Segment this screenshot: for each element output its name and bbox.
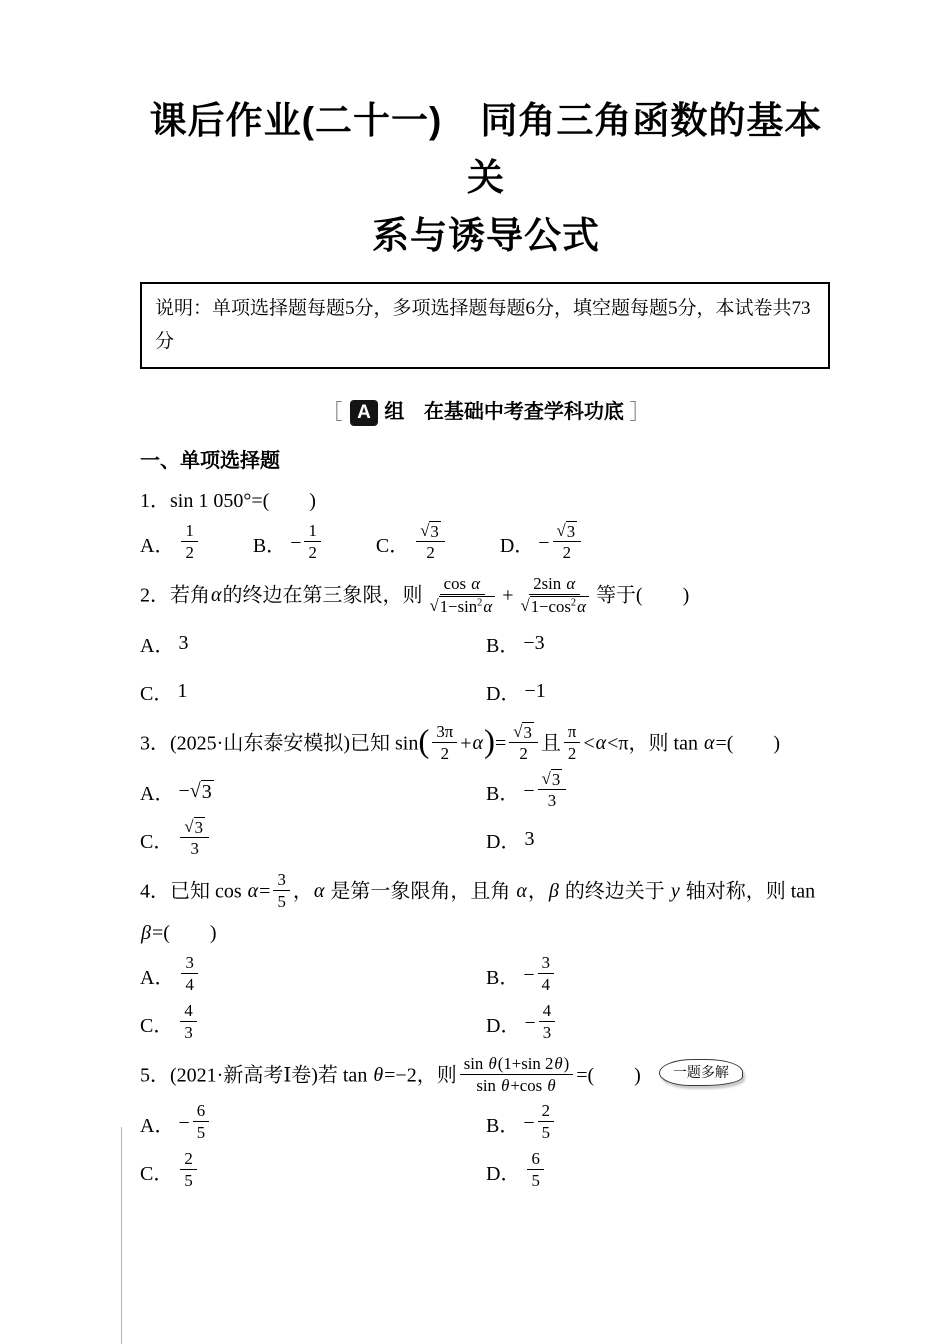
sqrt-radical bbox=[184, 817, 205, 837]
fraction bbox=[193, 1100, 209, 1144]
fraction bbox=[538, 1100, 554, 1144]
option-content: − $\frac{4}{3}$ bbox=[524, 1002, 558, 1046]
math-variable: α bbox=[483, 597, 493, 617]
question-1 bbox=[140, 483, 832, 567]
option-content: − √ 3 3 bbox=[523, 770, 569, 814]
sqrt-radical bbox=[520, 596, 588, 616]
options bbox=[140, 1101, 832, 1195]
option-label: B． bbox=[486, 635, 520, 658]
question-3 bbox=[140, 723, 832, 863]
radicand: 3 bbox=[551, 769, 561, 789]
question-5 bbox=[140, 1055, 832, 1195]
radical-sign: √ bbox=[184, 816, 194, 836]
fraction bbox=[181, 520, 197, 564]
fraction bbox=[181, 952, 197, 996]
fraction bbox=[527, 1148, 543, 1192]
fraction bbox=[516, 573, 592, 617]
fraction-numerator: 3π bbox=[432, 721, 457, 744]
fraction bbox=[553, 520, 582, 564]
option bbox=[486, 1001, 832, 1047]
option-content: − √ 3 bbox=[178, 779, 212, 803]
fraction-denominator: 2 bbox=[426, 543, 435, 563]
option bbox=[140, 521, 201, 567]
fraction-denominator bbox=[516, 595, 592, 617]
part-header: 一、单项选择题 bbox=[140, 449, 280, 472]
fraction-numerator: 1 bbox=[181, 520, 197, 543]
question-stem: 3．(2025·山东泰安模拟)已知 sin( $\frac{3\pi}{2}$ +α)= √ 3 2 且 $\frac{\pi}{2}$ <α<π，则 tan α=( ) bbox=[140, 721, 781, 764]
option bbox=[500, 521, 584, 567]
instructions-text: 说明：单项选择题每题5分，多项选择题每题6分，填空题每题5分，本试卷共73分 bbox=[155, 298, 811, 353]
option bbox=[253, 521, 324, 567]
fraction-denominator: 2 bbox=[185, 543, 194, 563]
sqrt-radical bbox=[557, 521, 578, 541]
fraction bbox=[539, 1000, 555, 1044]
options bbox=[140, 621, 832, 715]
fraction-denominator: 5 bbox=[531, 1171, 540, 1191]
option-content bbox=[178, 522, 200, 566]
sqrt-radical bbox=[190, 780, 214, 804]
option bbox=[486, 669, 832, 715]
fraction-denominator: 3 bbox=[547, 791, 557, 811]
option-label: D． bbox=[486, 1163, 521, 1186]
question-stem: 1．sin 1 050°=( ) bbox=[140, 489, 316, 512]
fraction bbox=[538, 952, 554, 996]
question-stem: 4．已知 cos α= $\frac{3}{5}$ ，α 是第一象限角，且角 α，β 的终边关于 y 轴对称，则 tan β=( ) bbox=[140, 869, 816, 944]
option-content bbox=[524, 1150, 546, 1194]
fraction bbox=[538, 768, 567, 812]
option bbox=[486, 1149, 832, 1195]
math-variable: y bbox=[670, 880, 680, 903]
right-bracket: ］ bbox=[629, 400, 651, 424]
fraction-denominator: 2 bbox=[567, 744, 577, 764]
math-variable: α bbox=[703, 732, 715, 755]
section-label: 在基础中考查学科功底 bbox=[423, 400, 624, 423]
option-label: A． bbox=[140, 783, 175, 806]
fraction-numerator bbox=[416, 520, 445, 543]
fraction-denominator: 4 bbox=[541, 975, 551, 995]
fraction-denominator: 3 bbox=[542, 1023, 552, 1043]
option bbox=[140, 1001, 486, 1047]
option-label: C． bbox=[140, 1015, 174, 1038]
option-content: 3 bbox=[524, 828, 535, 851]
option-content: − $\frac{3}{4}$ bbox=[523, 954, 557, 998]
fraction-denominator: 3 bbox=[184, 1023, 193, 1043]
fraction-numerator: 6 bbox=[527, 1148, 543, 1171]
option-content: − $\frac{2}{5}$ bbox=[523, 1102, 557, 1146]
option-label: A． bbox=[140, 635, 175, 658]
fraction-denominator: 5 bbox=[541, 1123, 551, 1143]
superscript: 2 bbox=[570, 597, 577, 609]
radical-sign: √ bbox=[556, 520, 566, 540]
fraction-numerator: 4 bbox=[539, 1000, 555, 1023]
option-content: −3 bbox=[523, 632, 545, 655]
radicand: $1-\sin^2\alpha$ bbox=[439, 596, 495, 616]
option bbox=[140, 669, 486, 715]
math-variable: α bbox=[247, 880, 259, 903]
radical-sign: √ bbox=[520, 596, 530, 616]
option bbox=[486, 769, 832, 815]
option-label: C． bbox=[140, 1163, 174, 1186]
fraction-numerator: sin θ(1+sin 2θ) bbox=[460, 1053, 574, 1076]
math-variable: θ bbox=[554, 1053, 563, 1073]
option-content: − $\frac{1}{2}$ bbox=[290, 522, 324, 566]
option bbox=[140, 621, 486, 667]
option-label: D． bbox=[486, 1015, 521, 1038]
fraction-denominator: 5 bbox=[184, 1171, 193, 1191]
radical-sign: √ bbox=[429, 596, 439, 616]
radical-sign: √ bbox=[513, 721, 523, 741]
math-variable: β bbox=[548, 880, 559, 903]
option bbox=[486, 621, 832, 667]
option-label: D． bbox=[486, 683, 521, 706]
fraction-numerator: 4 bbox=[180, 1000, 196, 1023]
question-2 bbox=[140, 575, 832, 715]
option bbox=[140, 953, 486, 999]
left-bracket: ［ bbox=[321, 400, 343, 424]
sqrt-radical bbox=[430, 596, 496, 616]
radical-sign: √ bbox=[541, 768, 551, 788]
sqrt-radical bbox=[513, 722, 534, 742]
multi-solution-badge: 一题多解 bbox=[659, 1059, 743, 1086]
math-variable: θ bbox=[501, 1076, 510, 1096]
fraction bbox=[460, 1053, 574, 1097]
question-stem: 2．若角α的终边在第三象限，则 cos α √ $1-\sin^2\alpha$ + 2sin α √ $1-\cos^2\alpha$ 等于( ) bbox=[140, 573, 690, 617]
fraction bbox=[180, 1000, 196, 1044]
radical-sign: √ bbox=[420, 520, 430, 540]
page-title-line1: 课后作业(二十一) 同角三角函数的基本关 bbox=[149, 100, 823, 199]
option-label: B． bbox=[486, 967, 520, 990]
fraction-numerator: π bbox=[564, 721, 580, 744]
fraction-numerator: 1 bbox=[304, 520, 320, 543]
big-paren: ( bbox=[418, 723, 430, 760]
option-label: A． bbox=[140, 1115, 175, 1138]
radicand: 3 bbox=[523, 722, 532, 742]
option-label: A． bbox=[140, 535, 175, 558]
math-variable: α bbox=[516, 880, 527, 903]
fraction bbox=[564, 721, 580, 765]
option bbox=[376, 521, 448, 567]
instructions-box bbox=[140, 282, 830, 369]
math-variable: α bbox=[211, 584, 222, 607]
fraction-numerator: 3 bbox=[273, 869, 289, 892]
questions bbox=[140, 483, 832, 1195]
math-variable: α bbox=[472, 732, 483, 755]
math-variable: α bbox=[313, 880, 325, 903]
fraction-denominator: 5 bbox=[277, 892, 286, 912]
fraction-numerator: 2sin α bbox=[529, 573, 580, 596]
page-edge-line bbox=[121, 1127, 122, 1344]
option bbox=[140, 817, 486, 863]
fraction bbox=[426, 573, 500, 617]
section-header bbox=[140, 395, 832, 426]
option-content: 3 bbox=[178, 632, 189, 655]
math-variable: α bbox=[566, 573, 576, 593]
option-label: A． bbox=[140, 967, 175, 990]
fraction-numerator bbox=[538, 768, 567, 791]
fraction-numerator: 2 bbox=[538, 1100, 554, 1123]
option-label: B． bbox=[252, 535, 287, 558]
option-label: B． bbox=[486, 783, 520, 806]
option-content: 1 bbox=[177, 680, 188, 703]
option-content: −1 bbox=[524, 680, 546, 703]
math-variable: α bbox=[577, 597, 586, 617]
fraction-denominator: 3 bbox=[190, 839, 199, 859]
option-label: C． bbox=[140, 831, 174, 854]
option-label: D． bbox=[499, 535, 535, 558]
fraction-denominator: 5 bbox=[196, 1123, 206, 1143]
fraction-denominator: sin θ+cos θ bbox=[476, 1076, 556, 1096]
radicand: 3 bbox=[430, 521, 439, 541]
options bbox=[140, 521, 832, 567]
radicand: 3 bbox=[194, 817, 203, 837]
radicand: $1-\cos^2\alpha$ bbox=[530, 596, 589, 616]
group-a-badge: A bbox=[350, 400, 378, 426]
sqrt-radical bbox=[420, 521, 441, 541]
option-content bbox=[177, 1150, 199, 1194]
math-variable: θ bbox=[488, 1053, 497, 1073]
option bbox=[140, 1101, 486, 1147]
fraction-numerator bbox=[180, 816, 209, 839]
fraction-numerator: cos α bbox=[440, 573, 485, 596]
group-suffix: 组 bbox=[384, 400, 405, 423]
math-variable: θ bbox=[373, 1064, 384, 1087]
question-4 bbox=[140, 871, 832, 1047]
fraction bbox=[416, 520, 445, 564]
fraction-denominator bbox=[426, 595, 500, 617]
question-stem: 5．(2021·新高考Ⅰ卷)若 tan θ=−2，则 $\frac{\text{sin θ(1+sin 2θ)}}{\text{sin θ+cos θ}}$ =( ) 一题多解 bbox=[140, 1055, 832, 1099]
option-content bbox=[177, 818, 212, 862]
fraction bbox=[432, 721, 457, 765]
option-content bbox=[177, 1002, 199, 1046]
fraction-denominator: 2 bbox=[562, 543, 572, 563]
radicand: 3 bbox=[201, 780, 212, 803]
fraction-numerator: 3 bbox=[181, 952, 197, 975]
fraction-numerator: 3 bbox=[538, 952, 554, 975]
option-content: − $\frac{6}{5}$ bbox=[178, 1102, 212, 1146]
fraction-numerator: 2 bbox=[180, 1148, 196, 1171]
option-label: C． bbox=[140, 683, 174, 706]
fraction-numerator: 6 bbox=[193, 1100, 209, 1123]
option bbox=[486, 817, 832, 863]
superscript: 2 bbox=[477, 597, 483, 609]
option bbox=[486, 953, 832, 999]
radicand: 3 bbox=[566, 521, 576, 541]
option bbox=[486, 1101, 832, 1147]
big-paren: ) bbox=[483, 723, 495, 760]
fraction bbox=[304, 520, 320, 564]
options bbox=[140, 953, 832, 1047]
fraction-denominator: 2 bbox=[308, 543, 317, 563]
page-title-line2: 系与诱导公式 bbox=[372, 214, 600, 256]
option bbox=[140, 1149, 486, 1195]
option-content bbox=[413, 522, 448, 566]
fraction-denominator: 2 bbox=[519, 744, 528, 764]
option-content bbox=[178, 954, 200, 998]
option bbox=[140, 769, 486, 815]
option-content: − √ 3 2 bbox=[538, 522, 584, 566]
fraction-denominator: 2 bbox=[440, 744, 449, 764]
radical-sign: √ bbox=[189, 779, 201, 802]
math-variable: θ bbox=[547, 1076, 556, 1096]
math-variable: α bbox=[595, 732, 607, 755]
fraction-numerator bbox=[553, 520, 582, 543]
fraction-numerator bbox=[509, 721, 538, 744]
fraction-denominator: 4 bbox=[185, 975, 194, 995]
math-variable: β bbox=[141, 921, 151, 944]
sqrt-radical bbox=[542, 769, 563, 789]
page-title bbox=[140, 92, 832, 264]
option-label: B． bbox=[486, 1115, 520, 1138]
fraction bbox=[180, 816, 209, 860]
option-label: D． bbox=[486, 831, 521, 854]
fraction bbox=[180, 1148, 196, 1192]
options bbox=[140, 769, 832, 863]
option-label: C． bbox=[375, 535, 410, 558]
fraction bbox=[509, 721, 538, 765]
fraction bbox=[273, 869, 289, 913]
math-variable: α bbox=[471, 573, 481, 593]
